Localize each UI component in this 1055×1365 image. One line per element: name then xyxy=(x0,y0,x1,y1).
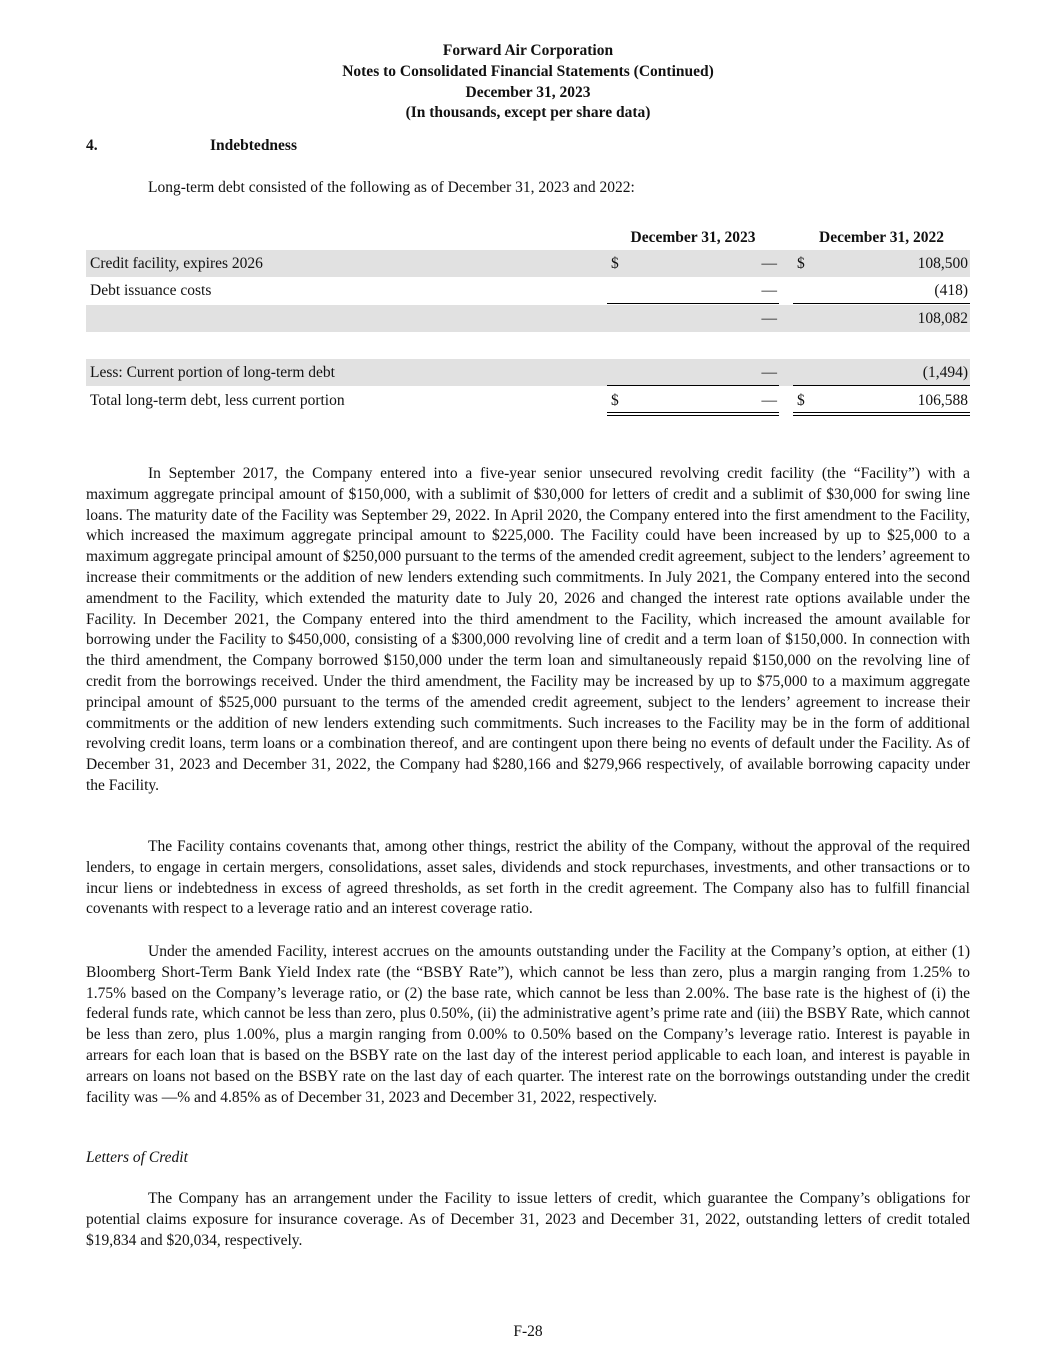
company-name: Forward Air Corporation xyxy=(442,42,614,59)
subtotal-rule xyxy=(793,385,970,386)
notes-title: Notes to Consolidated Financial Statements (Continued) xyxy=(342,62,714,80)
units-note: (In thousands, except per share data) xyxy=(405,104,651,122)
table-row xyxy=(86,277,970,304)
cell-2022: 108,082 xyxy=(917,310,968,327)
section-title: Indebtedness xyxy=(210,137,297,154)
cell-2022: $ 106,588 xyxy=(797,392,968,409)
table-row xyxy=(86,250,970,277)
paragraph-covenants: The Facility contains covenants that, among other things, restrict the ability of the Company, without the approval of the required lenders, to engage in certain mergers, consolidations, asset sales, dividends and stock repurchases, investments, and other transactions or to incur liens or indebtedness in excess of agreed thresholds, as set forth in the credit agreement. The Company also has to fulfill financial covenants with respect to a leverage ratio and an interest coverage ratio. xyxy=(86,838,970,918)
paragraph-letters-of-credit: The Company has an arrangement under the Facility to issue letters of credit, which guarantee the Company’s obligations for potential claims exposure for insurance coverage. As of December 31, 2023 and December 31, 2022, outstanding letters of credit totaled $19,834 and $20,034, respectively. xyxy=(86,1190,970,1249)
column-header-2023: December 31, 2023 xyxy=(607,228,779,251)
page-header xyxy=(86,41,970,124)
row-label: Debt issuance costs xyxy=(90,282,212,299)
section-number: 4. xyxy=(86,137,98,154)
table-row xyxy=(86,359,970,386)
cell-2023: — xyxy=(761,364,777,381)
cell-2023: $ — xyxy=(611,392,777,409)
total-double-rule xyxy=(607,412,779,416)
cell-2022: (418) xyxy=(934,282,968,299)
page-number: F-28 xyxy=(513,1323,543,1340)
subtotal-rule xyxy=(607,303,779,304)
row-label: Credit facility, expires 2026 xyxy=(90,255,263,272)
subtotal-rule xyxy=(607,385,779,386)
cell-2023: — xyxy=(761,310,777,327)
subtotal-rule xyxy=(793,303,970,304)
table-row xyxy=(86,387,970,414)
table-row xyxy=(86,305,970,332)
cell-2023: $ — xyxy=(611,255,777,272)
cell-2023: — xyxy=(761,282,777,299)
paragraph-interest: Under the amended Facility, interest accrues on the amounts outstanding under the Facility at the Company’s option, at either (1) Bloomberg Short-Term Bank Yield Index rate (the “BSBY Rate”), which cannot be less than zero, plus a margin ranging from 1.25% to 1.75% based on the Company’s leverage ratio, or (2) the base rate, which cannot be less than 2.00%. The base rate is the highest of (i) the federal funds rate, which cannot be less than zero, plus 0.50%, (ii) the administrative agent’s prime rate and (iii) the BSBY Rate, which cannot be less than zero, plus 1.00%, plus a margin ranging from 0.00% to 0.50% based on the Company’s leverage ratio. Interest is payable in arrears for each loan that is based on the BSBY rate on the last day of the interest period applicable to each loan, and interest is payable in arrears on loans not based on the BSBY rate on the last day of each quarter. The interest rate on the borrowings outstanding under the credit facility was —% and 4.85% as of December 31, 2023 and December 31, 2022, respectively. xyxy=(86,943,970,1106)
letters-of-credit-heading: Letters of Credit xyxy=(86,1149,188,1166)
column-header-2022: December 31, 2022 xyxy=(793,228,970,251)
intro-text: Long-term debt consisted of the following as of December 31, 2023 and 2022: xyxy=(148,179,635,196)
row-label: Total long-term debt, less current portion xyxy=(90,392,345,409)
cell-2022: (1,494) xyxy=(922,364,968,381)
statement-date: December 31, 2023 xyxy=(465,83,591,101)
paragraph-facility-history: In September 2017, the Company entered into a five-year senior unsecured revolving credit facility (the “Facility”) with a maximum aggregate principal amount of $150,000, with a sublimit of $30,000 for letters of credit and a sublimit of $30,000 for swing line loans. The maturity date of the Facility was September 29, 2022. In April 2020, the Company entered into the first amendment to the Facility, which increased the maximum aggregate principal amount to $225,000. The Facility could have been increased by up to $25,000 to a maximum aggregate principal amount of $250,000 pursuant to the terms of the amended credit agreement, subject to the lenders’ agreement to increase their commitments or the addition of new lenders extending such commitments. In July 2021, the Company entered into the second amendment to the Facility, which extended the maturity date to July 20, 2026 and changed the interest rate options available under the Facility. In December 2021, the Company entered into the third amendment to the Facility, which increased the amount available for borrowing under the Facility to $450,000, consisting of a $300,000 revolving line of credit and a term loan of $150,000. In connection with the third amendment, the Company borrowed $150,000 under the term loan and simultaneously repaid $150,000 on the revolving line of credit from the borrowings received. Under the third amendment, the Facility may be increased by up to $75,000 to a maximum aggregate principal amount of $525,000 pursuant to the terms of the amended credit agreement, subject to the lenders’ agreement to increase their commitments or the addition of new lenders extending such commitments. Such increases to the Facility may be in the form of additional revolving credit loans, term loans or a combination thereof, and are contingent upon there being no events of default under the Facility. As of December 31, 2023 and December 31, 2022, the Company had $280,166 and $279,966 respectively, of available borrowing capacity under the Facility. xyxy=(86,465,970,794)
row-label: Less: Current portion of long-term debt xyxy=(90,364,335,381)
cell-2022: $ 108,500 xyxy=(797,255,968,272)
total-double-rule xyxy=(793,412,970,416)
